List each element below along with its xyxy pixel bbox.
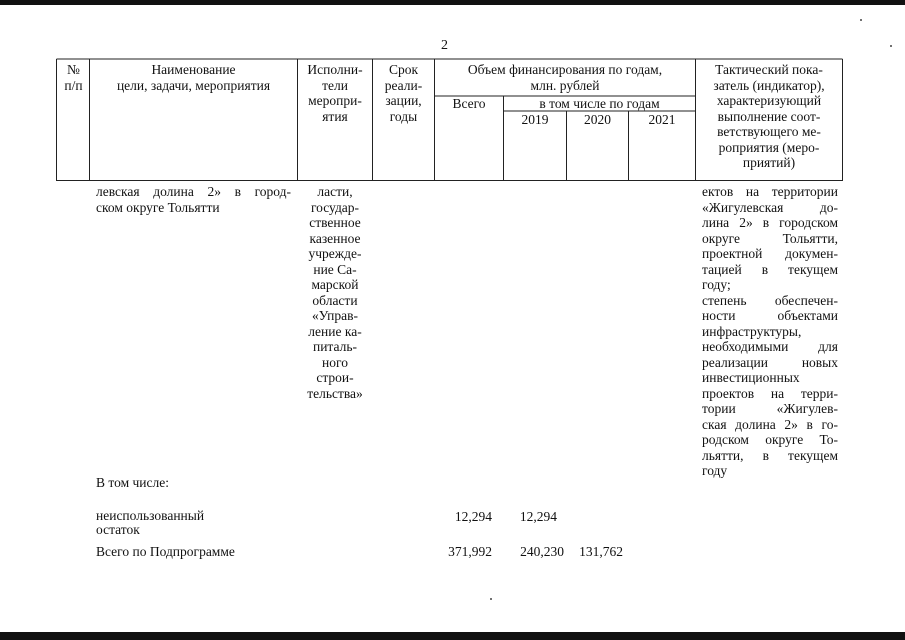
header-total: Всего	[452, 96, 486, 111]
header-exec-line: Исполни-	[307, 62, 363, 77]
header-indicator	[696, 62, 842, 171]
header-exec-line: тели	[322, 77, 348, 93]
header-indicator-line: затель (индикатор),	[713, 77, 825, 93]
row-indicator	[702, 184, 838, 479]
unused-remainder-label	[96, 509, 204, 537]
header-indicator-line: характеризующий	[716, 93, 822, 108]
row-exec-line: марской	[311, 277, 359, 292]
row-indicator-line: тории «Жигулев-	[702, 401, 838, 416]
row-indicator-line: тацией в текущем	[702, 261, 838, 277]
header-indicator-line: ветствующего ме-	[717, 124, 821, 139]
subprogram-total-label: Всего по Подпрограмме	[96, 544, 235, 559]
row-indicator-line: степень обеспечен-	[702, 292, 838, 308]
row-exec-line: учрежде-	[308, 246, 362, 261]
row-indicator-line: реализации новых	[702, 354, 838, 370]
header-exec-line: ятия	[322, 108, 348, 124]
row-indicator-line: округе Тольятти,	[702, 230, 838, 246]
row-exec-line: «Управ-	[312, 308, 358, 323]
scan-speck	[890, 45, 892, 47]
row-exec-line: строи-	[316, 370, 354, 385]
header-name	[90, 62, 297, 93]
row-exec-line: ного	[322, 354, 348, 370]
scan-speck	[490, 598, 492, 600]
page-number: 2	[441, 38, 448, 53]
header-funding	[435, 62, 695, 93]
header-year-2019: 2019	[521, 112, 549, 127]
header-term-line: Срок	[388, 62, 419, 77]
row-indicator-line: проектов на терри-	[702, 385, 838, 401]
row-exec-line: государ-	[310, 199, 360, 215]
row-indicator-line: инвестиционных	[702, 370, 800, 385]
row-exec-line: питаль-	[312, 339, 357, 354]
subprogram-2020-value: 131,762	[579, 544, 623, 559]
header-term	[373, 62, 434, 124]
row-exec-line: ние Са-	[313, 261, 357, 277]
header-year-2021: 2021	[648, 112, 676, 127]
header-funding-line1: Объем финансирования по годам,	[467, 62, 663, 77]
header-name-line1: Наименование	[151, 62, 236, 77]
unused-label-line1: неиспользованный	[96, 508, 205, 523]
including-label: В том числе:	[96, 475, 169, 490]
row-name	[96, 184, 291, 215]
row-executors	[298, 184, 372, 401]
row-indicator-line: лина 2» в городском	[702, 215, 838, 230]
header-indicator-line: приятий)	[742, 155, 796, 170]
header-executors	[298, 62, 372, 124]
header-name-line2: цели, задачи, мероприятия	[116, 77, 271, 93]
row-exec-line: тельства»	[307, 385, 363, 401]
header-term-line: реали-	[384, 77, 423, 93]
row-indicator-line: необходимыми для	[702, 339, 838, 354]
subprogram-total-value: 371,992	[448, 544, 492, 559]
row-indicator-line: инфраструктуры,	[702, 323, 802, 339]
row-indicator-line: «Жигулевская до-	[702, 199, 838, 215]
header-including-years: в том числе по годам	[539, 96, 660, 111]
header-exec-line: меропри-	[308, 93, 362, 108]
header-indicator-line: роприятия (меро-	[718, 139, 820, 155]
scan-speck	[860, 19, 862, 21]
header-term-line: годы	[389, 108, 418, 124]
subprogram-2019-value: 240,230	[520, 544, 564, 559]
row-indicator-line: году;	[702, 277, 731, 292]
unused-2019-value: 12,294	[519, 509, 557, 524]
header-term-line: зации,	[385, 93, 422, 108]
row-indicator-line: году	[702, 463, 728, 478]
row-name-line: левская долина 2» в город-	[96, 184, 291, 199]
row-exec-line: ственное	[309, 215, 361, 230]
header-indicator-line: выполнение соот-	[717, 108, 821, 124]
row-exec-line: казенное	[309, 230, 361, 246]
header-number-line1: №	[67, 62, 80, 77]
row-indicator-line: льятти, в текущем	[702, 447, 838, 463]
unused-total-value: 12,294	[454, 509, 492, 524]
row-indicator-line: родском округе То-	[702, 432, 838, 447]
row-indicator-line: проектной докумен-	[702, 246, 838, 261]
header-year-2020: 2020	[584, 112, 611, 127]
header-number	[57, 62, 90, 93]
row-indicator-line: ности объектами	[702, 308, 838, 323]
row-name-line: ском округе Тольятти	[96, 199, 220, 215]
unused-label-line2: остаток	[96, 522, 140, 537]
header-number-line2: п/п	[64, 77, 83, 93]
row-exec-line: ление ка-	[308, 323, 362, 339]
row-exec-line: ласти,	[317, 184, 353, 199]
row-exec-line: области	[312, 292, 358, 308]
header-funding-line2: млн. рублей	[530, 77, 600, 93]
row-indicator-line: ектов на территории	[702, 184, 838, 199]
header-indicator-line: Тактический пока-	[715, 62, 823, 77]
row-indicator-line: ская долина 2» в го-	[702, 416, 838, 432]
